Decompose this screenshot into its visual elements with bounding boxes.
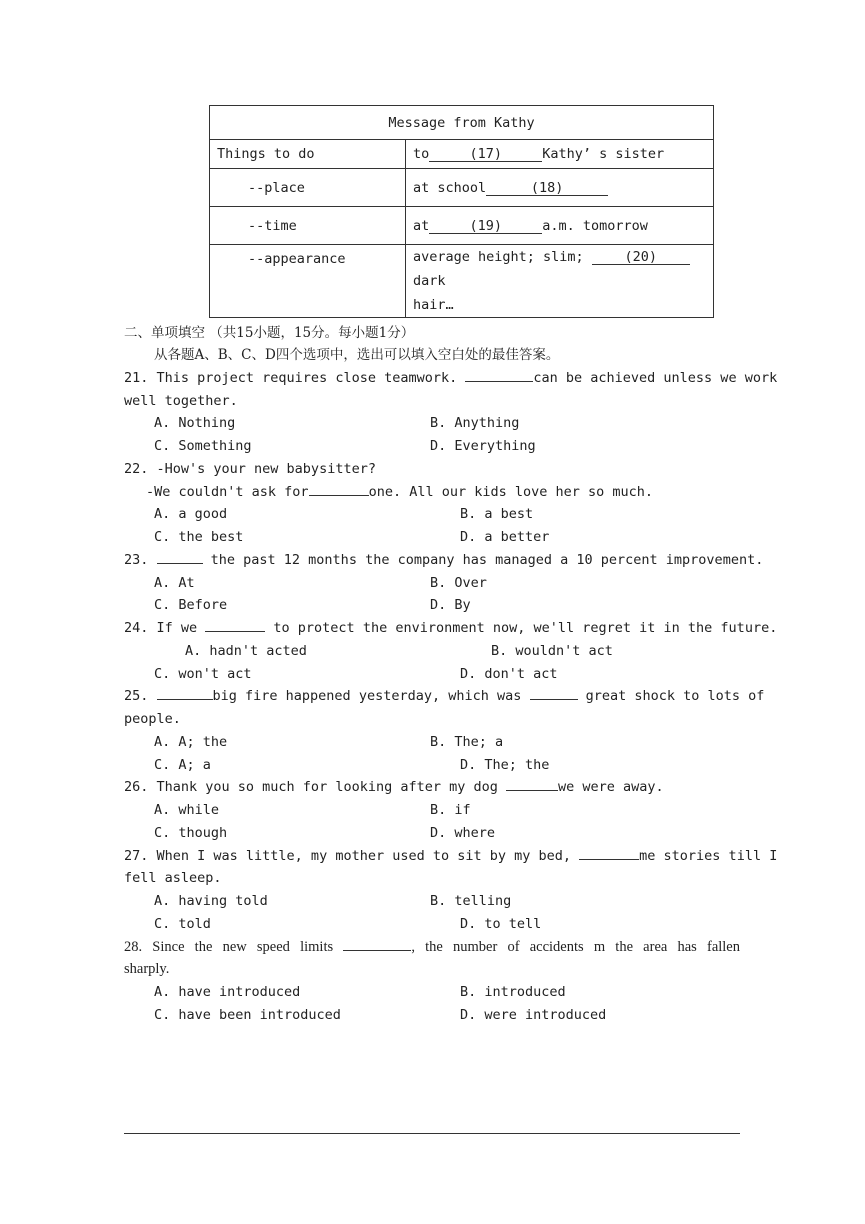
question-26: 26. Thank you so much for looking after my dog we were away. [124,779,664,795]
section-heading: 二、单项填空 （共15小题，15分。每小题1分） [124,325,415,341]
option-c[interactable]: C. the best [154,529,244,545]
answer-blank-17: (17) [429,147,542,162]
option-b[interactable]: B. if [430,802,471,818]
option-c[interactable]: C. though [154,825,228,841]
option-b[interactable]: B. The; a [430,734,504,750]
option-d[interactable]: D. where [430,825,496,841]
option-b[interactable]: B. wouldn't act [491,643,613,659]
question-21-cont: well together. [124,393,238,409]
question-25-cont: people. [124,711,181,727]
row-value: average height; slim; (20) dark hair… [406,245,714,318]
question-22-cont: -We couldn't ask for one. All our kids love her so much. [146,484,654,500]
row-value: at (19) a.m. tomorrow [406,207,714,245]
option-b[interactable]: B. telling [430,893,512,909]
option-c[interactable]: C. A; a [154,757,211,773]
option-a[interactable]: A. while [154,802,220,818]
footer-rule [124,1133,740,1134]
row-value: to (17) Kathy’ s sister [406,140,714,169]
row-label: --time [210,207,406,245]
table-title: Message from Kathy [210,106,714,140]
option-b[interactable]: B. Anything [430,415,520,431]
question-21: 21. This project requires close teamwork. can be achieved unless we work [124,370,778,386]
answer-blank-18: (18) [486,181,608,196]
option-a[interactable]: A. hadn't acted [185,643,307,659]
question-27-cont: fell asleep. [124,870,222,886]
question-27: 27. When I was little, my mother used to sit by my bed, me stories till I [124,848,778,864]
question-28: 28. Since the new speed limits , the number of accidents m the area has fallen [124,939,740,955]
answer-blank [530,687,578,700]
answer-blank [157,687,213,700]
row-label: --place [210,169,406,207]
question-22: 22. -How's your new babysitter? [124,461,376,477]
answer-blank [465,369,533,382]
section-instruction: 从各题A、B、C、D四个选项中，选出可以填入空白处的最佳答案。 [154,347,560,363]
question-23: 23. the past 12 months the company has managed a 10 percent improvement. [124,552,764,568]
table-row [210,140,714,169]
option-d[interactable]: D. Everything [430,438,536,454]
row-label: --appearance [210,245,406,318]
table-row [210,169,714,207]
option-c[interactable]: C. Something [154,438,252,454]
answer-blank-20: (20) [592,250,690,265]
answer-blank-19: (19) [429,219,542,234]
table-row [210,207,714,245]
answer-blank [506,778,558,791]
option-a[interactable]: A. A; the [154,734,228,750]
option-d[interactable]: D. By [430,597,471,613]
option-a[interactable]: A. having told [154,893,268,909]
option-a[interactable]: A. At [154,575,195,591]
option-d[interactable]: D. were introduced [460,1007,607,1023]
question-25: 25. big fire happened yesterday, which was great shock to lots of [124,688,765,704]
option-a[interactable]: A. Nothing [154,415,236,431]
option-a[interactable]: A. a good [154,506,228,522]
option-c[interactable]: C. told [154,916,211,932]
question-24: 24. If we to protect the environment now, we'll regret it in the future. [124,620,778,636]
option-d[interactable]: D. The; the [460,757,550,773]
answer-blank [205,619,265,632]
option-b[interactable]: B. a best [460,506,534,522]
option-a[interactable]: A. have introduced [154,984,301,1000]
answer-blank [579,847,639,860]
question-28-cont: sharply. [124,961,170,977]
row-value: at school (18) [406,169,714,207]
option-d[interactable]: D. to tell [460,916,542,932]
option-b[interactable]: B. introduced [460,984,566,1000]
table-row [210,245,714,318]
option-c[interactable]: C. Before [154,597,228,613]
row-label: Things to do [210,140,406,169]
option-c[interactable]: C. won't act [154,666,252,682]
answer-blank [157,551,203,564]
option-b[interactable]: B. Over [430,575,487,591]
answer-blank [343,938,411,951]
answer-blank [309,483,369,496]
message-table [209,105,714,318]
option-c[interactable]: C. have been introduced [154,1007,341,1023]
option-d[interactable]: D. a better [460,529,550,545]
option-d[interactable]: D. don't act [460,666,558,682]
